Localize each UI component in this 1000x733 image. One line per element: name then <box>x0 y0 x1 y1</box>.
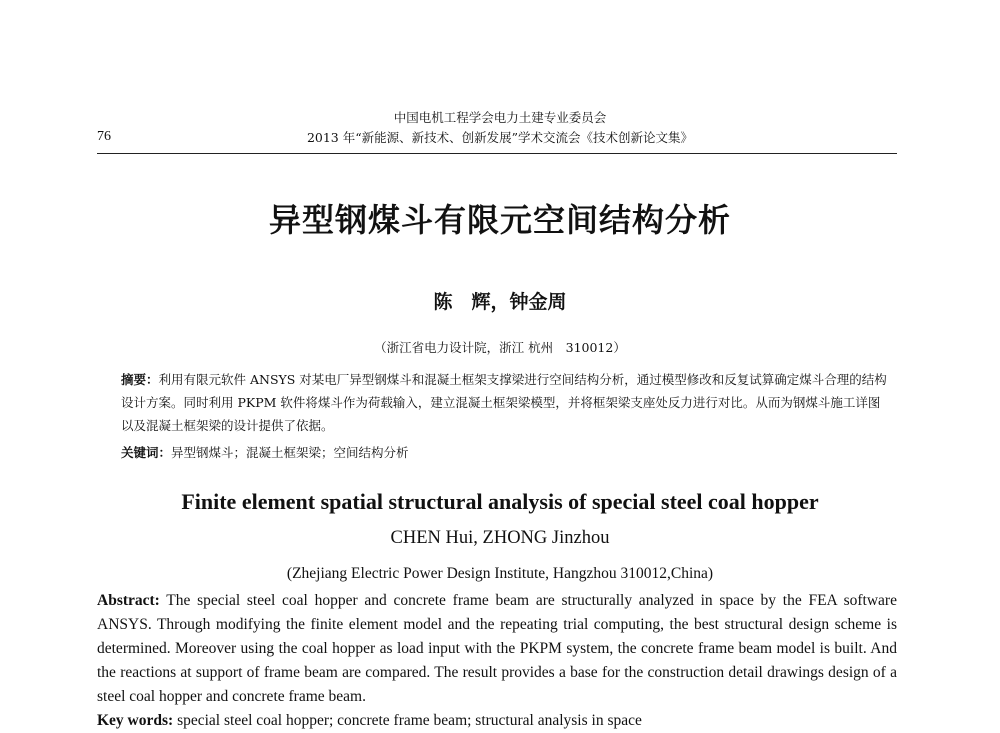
english-authors: CHEN Hui, ZHONG Jinzhou <box>390 528 610 548</box>
header-organization: 中国电机工程学会电力土建专业委员会 <box>393 110 607 125</box>
chinese-abstract-label: 摘要： <box>121 372 159 387</box>
chinese-keywords <box>121 441 887 464</box>
chinese-keywords-label: 关键词： <box>121 445 172 460</box>
header-divider <box>97 153 897 154</box>
english-abstract-label: Abstract: <box>97 592 160 609</box>
header-conference: 2013 年“新能源、新技术、创新发展”学术交流会《技术创新论文集》 <box>306 130 694 145</box>
chinese-authors: 陈 辉，钟金周 <box>433 291 567 313</box>
chinese-abstract-text: 利用有限元软件 ANSYS 对某电厂异型钢煤斗和混凝土框架支撑梁进行空间结构分析，通过模型修改和反复试算确定煤斗合理的结构设计方案。同时利用 PKPM 软件将煤斗作为荷载输入，建立混凝土框架梁模型，并将框架梁支座处反力进行对比。从而为钢煤斗施工详图以及混凝土框架梁的设计提供了依据。 <box>121 372 887 433</box>
english-keywords <box>97 709 897 733</box>
chinese-keywords-text: 异型钢煤斗；混凝土框架梁；空间结构分析 <box>171 445 409 460</box>
chinese-title: 异型钢煤斗有限元空间结构分析 <box>268 201 731 239</box>
english-abstract <box>97 589 897 709</box>
running-header <box>200 108 800 148</box>
english-affiliation: (Zhejiang Electric Power Design Institute, Hangzhou 310012,China) <box>286 565 714 582</box>
chinese-affiliation: （浙江省电力设计院，浙江 杭州 310012） <box>374 340 626 355</box>
english-title: Finite element spatial structural analysis of special steel coal hopper <box>181 489 819 514</box>
english-abstract-text: The special steel coal hopper and concrete frame beam are structurally analyzed in space by the FEA software ANSYS. Through modifying the finite element model and the repeating trial computing, the best structural design scheme is determined. Moreover using the coal hopper as load input with the PKPM system, the concrete frame beam model is built. And the reactions at support of frame beam are compared. The result provides a base for the construction detail drawings design of a steel coal hopper and concrete frame beam. <box>97 592 897 705</box>
chinese-abstract <box>121 368 887 437</box>
english-keywords-text: special steel coal hopper; concrete frame beam; structural analysis in space <box>177 712 642 729</box>
english-keywords-label: Key words: <box>97 712 174 729</box>
page-number: 76 <box>97 129 111 144</box>
